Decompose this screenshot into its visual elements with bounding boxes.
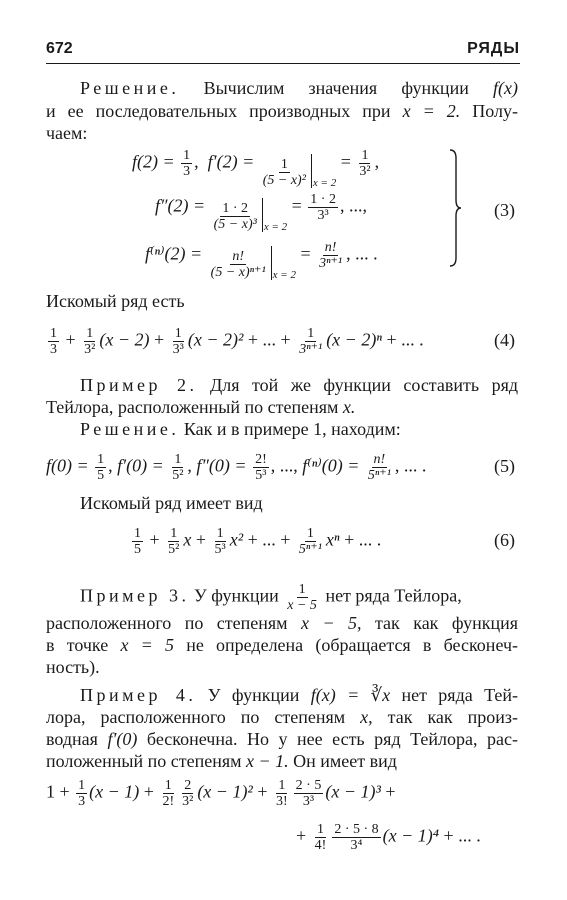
para3: Искомый ряд имеет вид bbox=[80, 493, 263, 513]
right-brace bbox=[448, 148, 462, 268]
para2: Искомый ряд есть bbox=[46, 291, 185, 311]
series-line2: + $\frac{1}{4!}$ $\frac{2 \cdot 5 \cdot 8}{\text{3⁴}}$ (x − 1)⁴ + ... . bbox=[296, 822, 481, 853]
page-number: 672 bbox=[46, 40, 73, 57]
equation-number-3: (3) bbox=[494, 200, 515, 220]
eq4: $\frac{1}{3}$ + $\frac{1}{\text{3²}}$ (x − 2) + $\frac{1}{\text{3³}}$ (x − 2)² + ... + $\frac{1}{\text{3ⁿ⁺¹}}$ (x − 2)ⁿ + ... . bbox=[50, 326, 424, 357]
eq3-row1: f(2) = $\frac{1}{3}$ , f′(2) = $\frac{1}{\text{(5 − x)²}}$ x = 2 = $\frac{1}{\text{3²}}$ , bbox=[132, 148, 380, 189]
eq3-row2: f″(2) = $\frac{1 \cdot 2}{\text{(5 − x)³}}$ x = 2 = $\frac{1 \cdot 2}{\text{3³}}$ , ..., bbox=[155, 192, 367, 233]
running-header: РЯДЫ bbox=[467, 40, 520, 57]
ex4-line1: Пример 4. У функции f(x) = ∛x нет ряда Тей- bbox=[80, 685, 519, 705]
equation-number-5: (5) bbox=[494, 456, 515, 476]
equation-number-6: (6) bbox=[494, 530, 515, 550]
ex4-line2: лора, расположенного по степеням x, так как произ- bbox=[46, 707, 519, 727]
ex3-line1: Пример 3. У функции $\frac{1}{x - 5}$ нет ряда Тейлора, bbox=[80, 582, 462, 613]
para1-line1: Решение. Вычислим значения функции f(x) bbox=[80, 78, 519, 98]
eq3-row3: f⁽ⁿ⁾(2) = $\frac{n!}{\text{(5 − x)ⁿ⁺¹}}$ x = 2 = $\frac{n!}{\text{3ⁿ⁺¹}}$ , ... . bbox=[145, 240, 378, 281]
ex2-line2: Тейлора, расположенный по степеням x. bbox=[46, 397, 356, 417]
series-line1: 1 + $\frac{1}{3}$ (x − 1) + $\frac{1}{2!}$ $\frac{2}{\text{3²}}$ (x − 1)² + $\frac{1}{3!}$ $\frac{2 \cdot 5}{\text{3³}}$ (x − 1)³ + bbox=[46, 778, 396, 809]
equation-number-4: (4) bbox=[494, 330, 515, 350]
ex2-line1: Пример 2. Для той же функции составить ряд bbox=[80, 375, 519, 395]
ex3-line3: в точке x = 5 не определена (обращается в бесконеч- bbox=[46, 635, 519, 655]
eq6: $\frac{1}{5}$ + $\frac{1}{\text{5²}}$ x + $\frac{1}{\text{5³}}$ x² + ... + $\frac{1}{\text{5ⁿ⁺¹}}$ xⁿ + ... . bbox=[134, 526, 382, 557]
ex3-line4: ность). bbox=[46, 657, 100, 677]
eq5: f(0) = $\frac{1}{5}$ , f′(0) = $\frac{1}{\text{5²}}$ , f″(0) = $\frac{2!}{\text{5³}}$ , ..., f⁽ⁿ⁾(0) = $\frac{n!}{\text{5ⁿ⁺¹}}$ , ... . bbox=[46, 452, 427, 483]
ex2-line3: Решение. Как и в примере 1, находим: bbox=[80, 419, 401, 439]
header-rule bbox=[46, 63, 520, 64]
ex4-line4: положенный по степеням x − 1. Он имеет вид bbox=[46, 751, 397, 771]
ex4-line3: водная f′(0) бесконечна. Но у нее есть ряд Тейлора, рас- bbox=[46, 729, 519, 749]
para1-line3: чаем: bbox=[46, 123, 88, 143]
para1-line2: и ее последовательных производных при x = 2. Полу- bbox=[46, 101, 518, 121]
ex3-line2: расположенного по степеням x − 5, так как функция bbox=[46, 613, 519, 633]
